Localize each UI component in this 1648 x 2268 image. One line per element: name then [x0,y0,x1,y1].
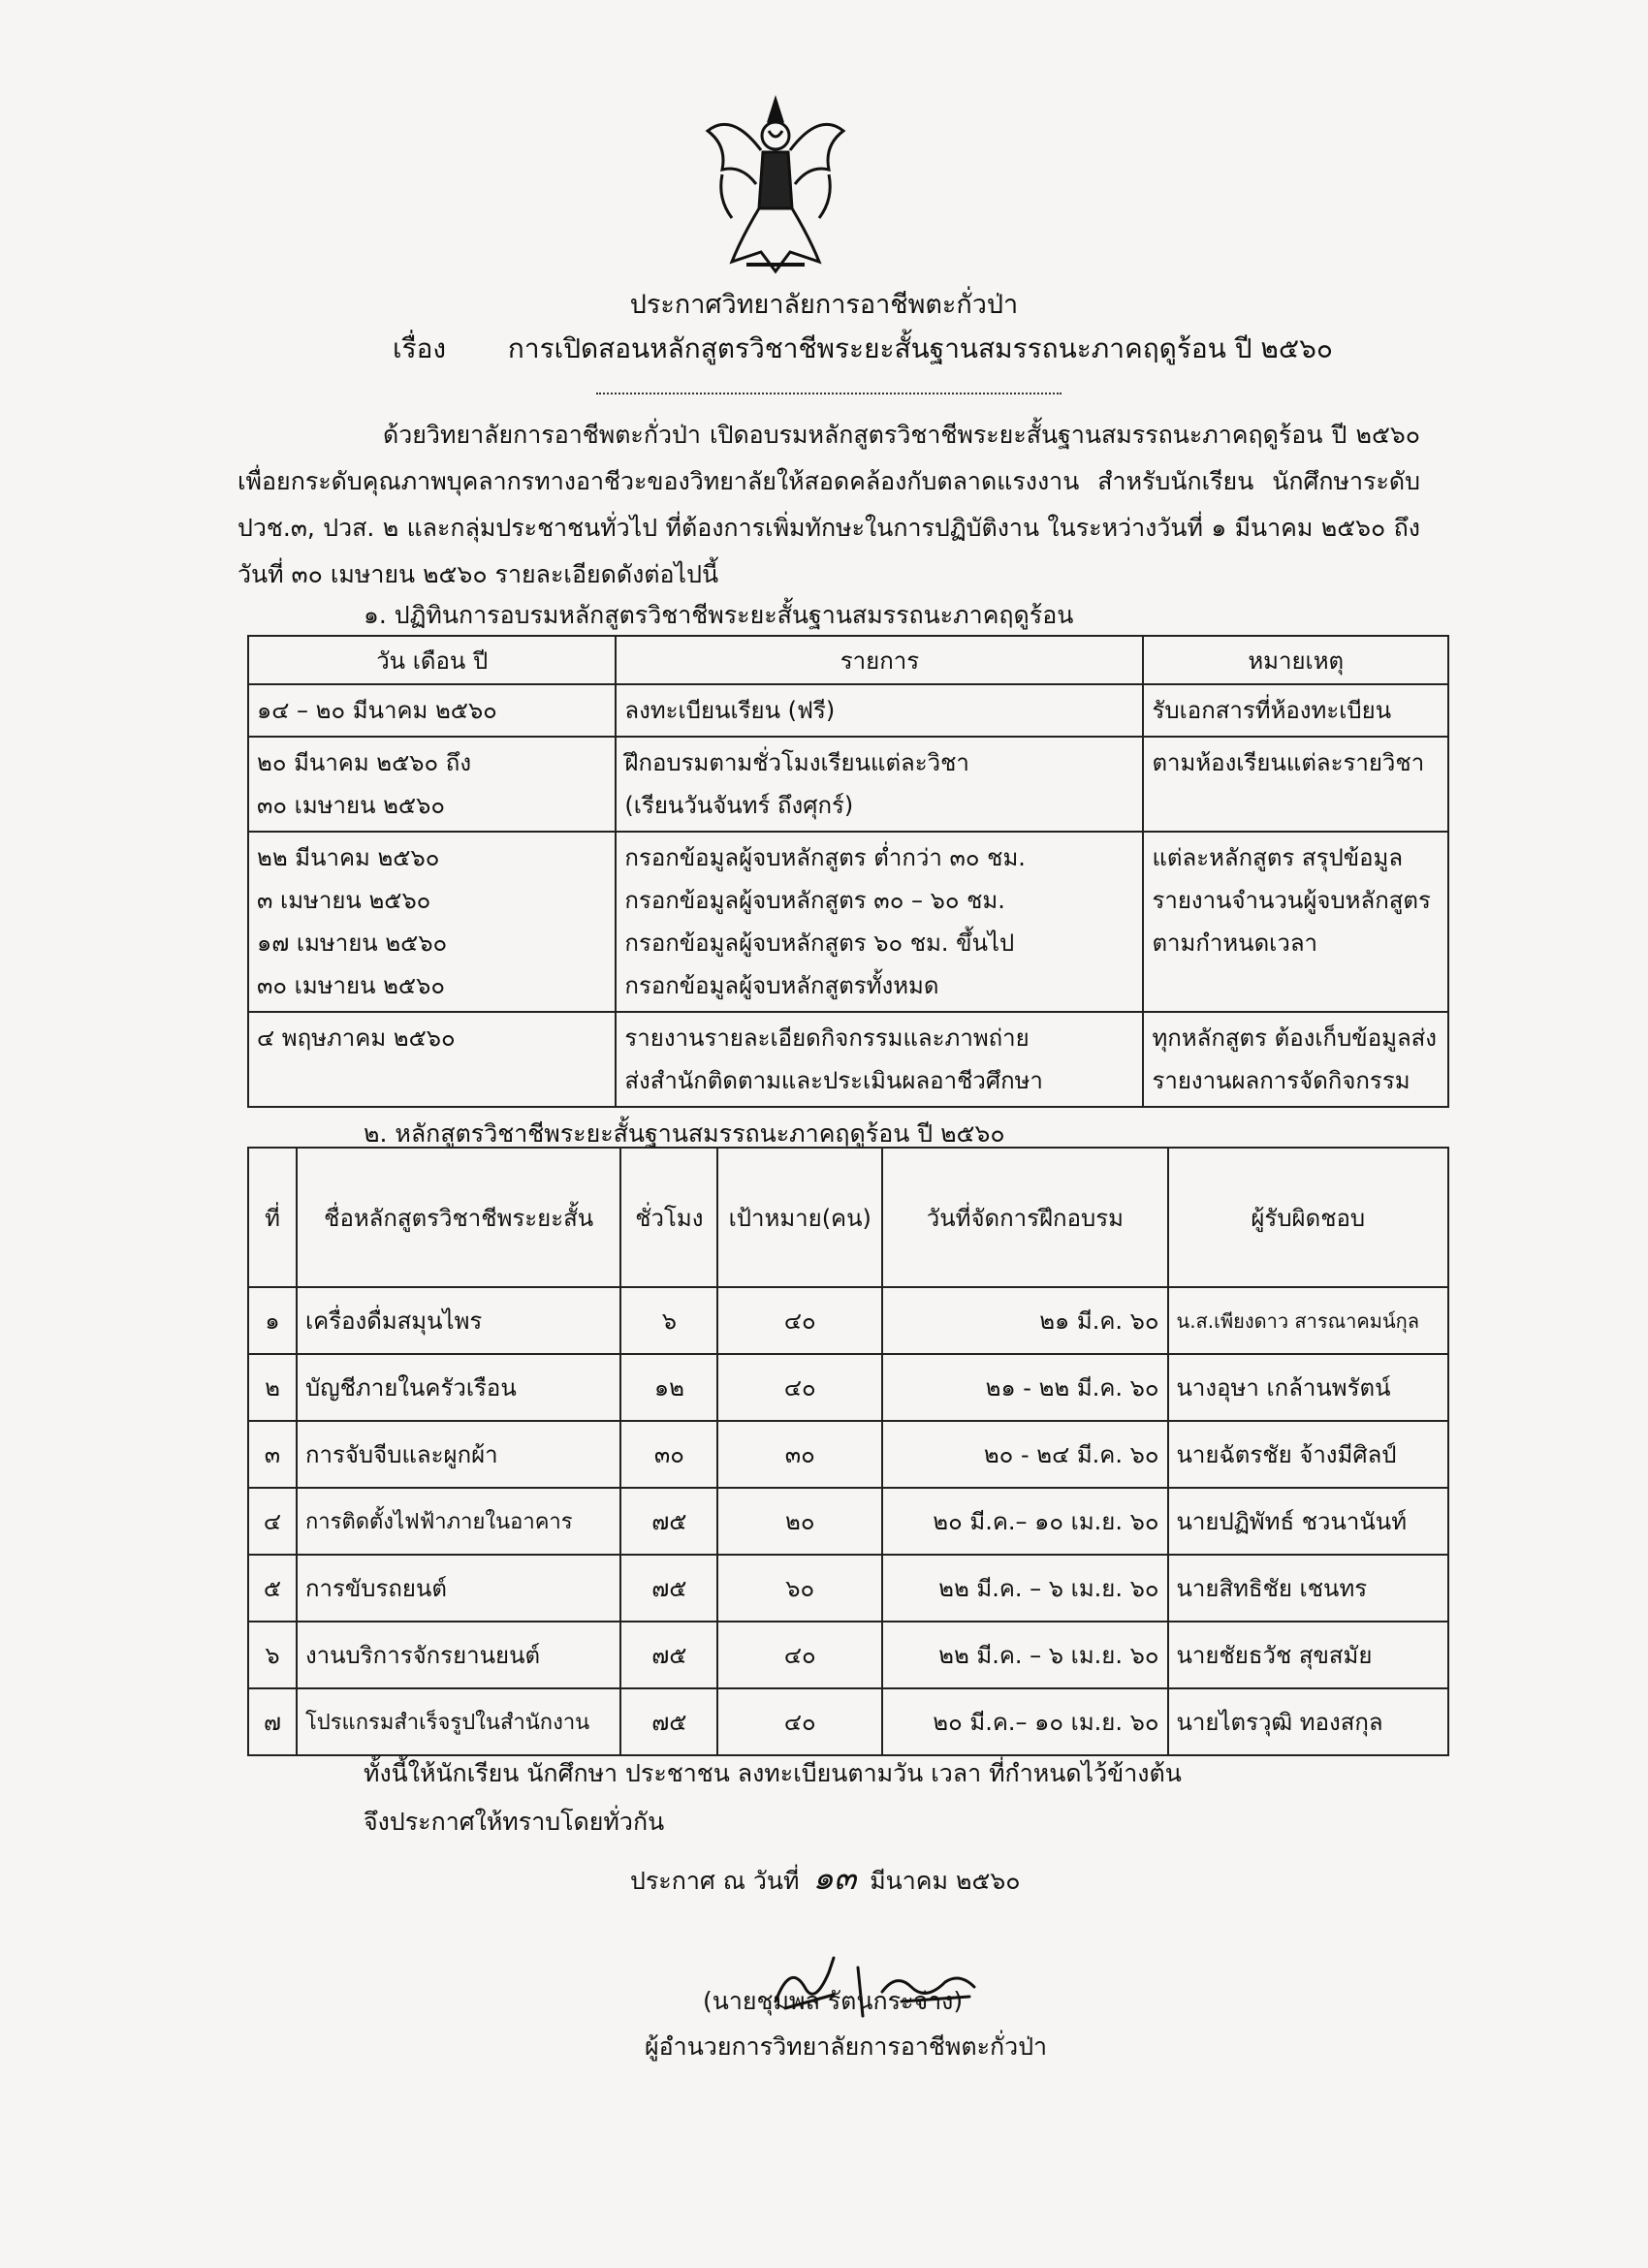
course-no: ๓ [248,1421,297,1488]
table-row [248,684,1448,737]
schedule-note: ตามกำหนดเวลา [1152,929,1318,957]
schedule-table [247,635,1449,1108]
table-row [248,1622,1448,1688]
course-owner: นายชัยธวัช สุขสมัย [1168,1622,1448,1688]
schedule-note: แต่ละหลักสูตร สรุปข้อมูล [1152,844,1404,871]
announcement-subject-line [393,328,1333,370]
date-rest: มีนาคม ๒๕๖๐ [870,1867,1021,1895]
closing-line-2: จึงประกาศให้ทราบโดยทั่วกัน [364,1808,665,1836]
section1-heading: ๑. ปฏิทินการอบรมหลักสูตรวิชาชีพระยะสั้นฐานสมรรถนะภาคฤดูร้อน [364,601,1074,629]
course-name: การจับจีบและผูกผ้า [297,1421,620,1488]
course-no: ๕ [248,1555,297,1622]
courses-header-hours: ชั่วโมง [620,1148,717,1287]
schedule-date: ๒๒ มีนาคม ๒๕๖๐ [257,844,440,871]
courses-table [247,1147,1449,1756]
closing-line-1: ทั้งนี้ให้นักเรียน นักศึกษา ประชาชน ลงทะเบียนตามวัน เวลา ที่กำหนดไว้ข้างต้น [364,1759,1182,1787]
schedule-item: กรอกข้อมูลผู้จบหลักสูตร ต่ำกว่า ๓๐ ชม. [624,844,1026,871]
schedule-note: ทุกหลักสูตร ต้องเก็บข้อมูลส่ง [1152,1024,1438,1052]
course-name: เครื่องดื่มสมุนไพร [297,1287,620,1354]
course-name: การขับรถยนต์ [297,1555,620,1622]
table-row [248,1555,1448,1622]
table-row [248,737,1448,832]
announcement-date [630,1851,1021,1904]
dotted-divider [596,393,1062,394]
schedule-date: ๒๐ มีนาคม ๒๕๖๐ ถึง [257,749,472,776]
course-dates: ๒๐ - ๒๔ มี.ค. ๖๐ [882,1421,1167,1488]
course-dates: ๒๒ มี.ค. – ๖ เม.ย. ๖๐ [882,1622,1167,1688]
course-hours: ๖ [620,1287,717,1354]
courses-header-row [248,1148,1448,1287]
course-no: ๑ [248,1287,297,1354]
course-no: ๒ [248,1354,297,1421]
course-dates: ๒๒ มี.ค. – ๖ เม.ย. ๖๐ [882,1555,1167,1622]
course-dates: ๒๑ - ๒๒ มี.ค. ๖๐ [882,1354,1167,1421]
intro-paragraph [238,412,1420,598]
table-row [248,1421,1448,1488]
course-target: ๔๐ [717,1354,882,1421]
schedule-date: ๔ พฤษภาคม ๒๕๖๐ [257,1024,456,1052]
schedule-item: ลงทะเบียนเรียน (ฟรี) [624,697,836,724]
schedule-item: กรอกข้อมูลผู้จบหลักสูตร ๖๐ ชม. ขึ้นไป [624,929,1015,957]
course-dates: ๒๑ มี.ค. ๖๐ [882,1287,1167,1354]
table-row [248,1287,1448,1354]
course-hours: ๓๐ [620,1421,717,1488]
schedule-header-date: วัน เดือน ปี [248,636,616,684]
course-dates: ๒๐ มี.ค.– ๑๐ เม.ย. ๖๐ [882,1688,1167,1755]
course-owner: นายสิทธิชัย เชนทร [1168,1555,1448,1622]
courses-header-target: เป้าหมาย(คน) [717,1148,882,1287]
course-owner: นายฉัตรชัย จ้างมีศิลป์ [1168,1421,1448,1488]
course-target: ๓๐ [717,1421,882,1488]
course-no: ๗ [248,1688,297,1755]
schedule-date: ๓๐ เมษายน ๒๕๖๐ [257,972,445,999]
courses-header-owner: ผู้รับผิดชอบ [1168,1148,1448,1287]
course-target: ๔๐ [717,1622,882,1688]
schedule-item: รายงานรายละเอียดกิจกรรมและภาพถ่าย [624,1024,1030,1052]
date-prefix: ประกาศ ณ วันที่ [630,1867,800,1895]
course-owner: นายปฏิพัทธ์ ชวนานันท์ [1168,1488,1448,1555]
garuda-emblem-icon [703,92,848,281]
schedule-item: กรอกข้อมูลผู้จบหลักสูตร ๓๐ – ๖๐ ชม. [624,887,1005,914]
course-hours: ๗๕ [620,1488,717,1555]
course-target: ๔๐ [717,1287,882,1354]
courses-header-dates: วันที่จัดการฝึกอบรม [882,1148,1167,1287]
course-target: ๖๐ [717,1555,882,1622]
course-no: ๖ [248,1622,297,1688]
schedule-date: ๓ เมษายน ๒๕๖๐ [257,887,431,914]
schedule-note: ตามห้องเรียนแต่ละรายวิชา [1152,749,1425,776]
schedule-header-row [248,636,1448,684]
schedule-item: (เรียนวันจันทร์ ถึงศุกร์) [624,792,854,819]
schedule-item: กรอกข้อมูลผู้จบหลักสูตรทั้งหมด [624,972,939,999]
schedule-note: รายงานผลการจัดกิจกรรม [1152,1067,1410,1094]
course-name: การติดตั้งไฟฟ้าภายในอาคาร [297,1488,620,1555]
table-row [248,1688,1448,1755]
courses-header-name: ชื่อหลักสูตรวิชาชีพระยะสั้น [297,1148,620,1287]
course-hours: ๑๒ [620,1354,717,1421]
schedule-header-item: รายการ [616,636,1143,684]
subject-label: เรื่อง [393,332,447,364]
signatory-name: (นายชุมพล รัตนกระจ่าง) [703,1987,964,2015]
schedule-item: ฝึกอบรมตามชั่วโมงเรียนแต่ละวิชา [624,749,969,776]
table-row [248,1012,1448,1107]
schedule-note: รับเอกสารที่ห้องทะเบียน [1152,697,1392,724]
announcement-title: ประกาศวิทยาลัยการอาชีพตะกั่วป่า [629,290,1019,320]
intro-text: ด้วยวิทยาลัยการอาชีพตะกั่วป่า เปิดอบรมหลักสูตรวิชาชีพระยะสั้นฐานสมรรถนะภาคฤดูร้อน ปี ๒๕๖๐ เพื่อยกระดับคุณภาพบุคลากรทางอาชีวะของวิทยาลัยให้สอดคล้องกับตลาดแรงงาน สำหรับนักเรียน นักศึกษาระดับ ปวช.๓, ปวส. ๒ และกลุ่มประชาชนทั่วไป ที่ต้องการเพิ่มทักษะในการปฏิบัติงาน ในระหว่างวันที่ ๑ มีนาคม ๒๕๖๐ ถึงวันที่ ๓๐ เมษายน ๒๕๖๐ รายละเอียดดังต่อไปนี้ [238,421,1420,588]
course-owner: นายไตรวุฒิ ทองสกุล [1168,1688,1448,1755]
schedule-note: รายงานจำนวนผู้จบหลักสูตร [1152,887,1431,914]
signatory-position: ผู้อำนวยการวิทยาลัยการอาชีพตะกั่วป่า [645,2032,1048,2061]
course-target: ๔๐ [717,1688,882,1755]
table-row [248,1488,1448,1555]
table-row [248,832,1448,1012]
course-target: ๒๐ [717,1488,882,1555]
course-name: โปรแกรมสำเร็จรูปในสำนักงาน [297,1688,620,1755]
schedule-date: ๑๗ เมษายน ๒๕๖๐ [257,929,448,957]
course-hours: ๗๕ [620,1555,717,1622]
schedule-item: ส่งสำนักติดตามและประเมินผลอาชีวศึกษา [624,1067,1043,1094]
course-dates: ๒๐ มี.ค.– ๑๐ เม.ย. ๖๐ [882,1488,1167,1555]
course-hours: ๗๕ [620,1688,717,1755]
subject-text: การเปิดสอนหลักสูตรวิชาชีพระยะสั้นฐานสมรรถนะภาคฤดูร้อน ปี ๒๕๖๐ [507,332,1333,364]
course-hours: ๗๕ [620,1622,717,1688]
schedule-date: ๓๐ เมษายน ๒๕๖๐ [257,792,445,819]
date-day: ๑๓ [812,1859,857,1898]
course-owner: น.ส.เพียงดาว สารณาคมน์กุล [1168,1287,1448,1354]
course-no: ๔ [248,1488,297,1555]
schedule-header-note: หมายเหตุ [1143,636,1448,684]
course-owner: นางอุษา เกล้านพรัตน์ [1168,1354,1448,1421]
section2-heading: ๒. หลักสูตรวิชาชีพระยะสั้นฐานสมรรถนะภาคฤดูร้อน ปี ๒๕๖๐ [364,1119,1005,1148]
table-row [248,1354,1448,1421]
courses-header-no: ที่ [248,1148,297,1287]
course-name: บัญชีภายในครัวเรือน [297,1354,620,1421]
schedule-date: ๑๔ – ๒๐ มีนาคม ๒๕๖๐ [257,697,497,724]
course-name: งานบริการจักรยานยนต์ [297,1622,620,1688]
